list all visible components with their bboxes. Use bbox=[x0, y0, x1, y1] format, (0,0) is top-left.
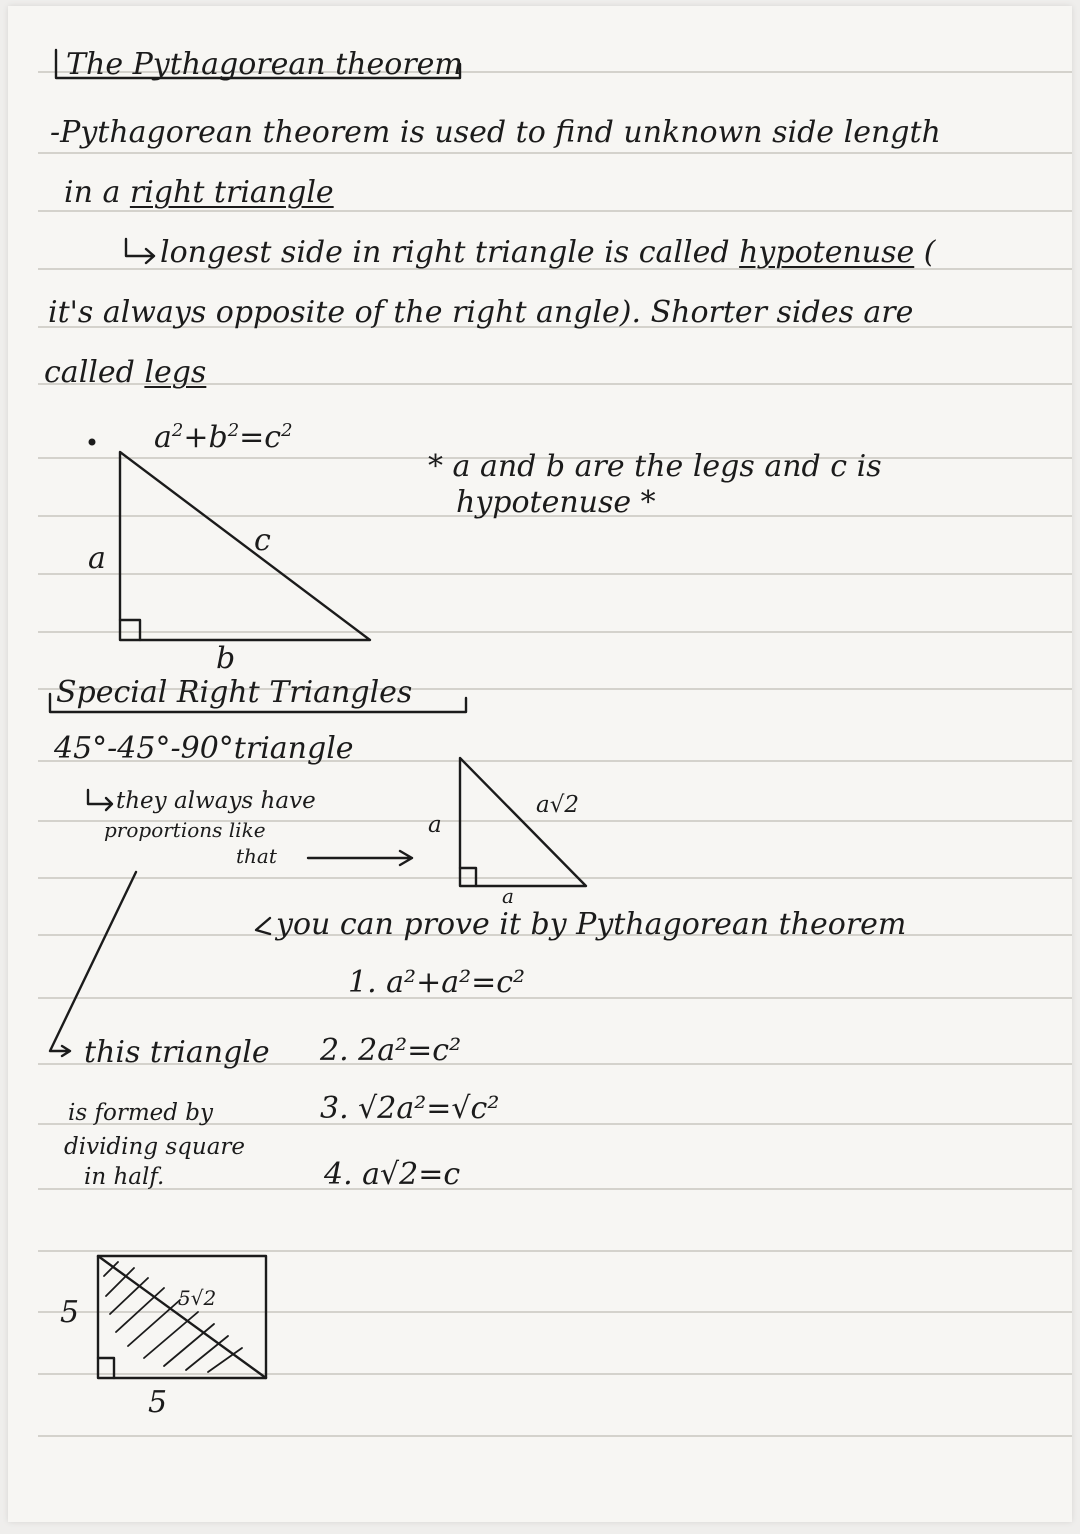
square-diagonal bbox=[98, 1256, 266, 1378]
formed-line-3: dividing square bbox=[64, 1134, 246, 1160]
legs-note-line-1: * a and b are the legs and c is bbox=[428, 449, 882, 484]
shading-hatch bbox=[104, 1262, 242, 1372]
hypotenuse-line-1 bbox=[160, 235, 936, 270]
side-label-c: c bbox=[254, 523, 271, 558]
special-subtitle: 45°-45°-90°triangle bbox=[54, 731, 354, 766]
proportion-line-2: proportions like bbox=[104, 818, 266, 842]
formula-a: a bbox=[154, 420, 172, 455]
bullet-dot bbox=[89, 439, 96, 446]
square-side-bottom: 5 bbox=[148, 1385, 168, 1420]
square-side-left: 5 bbox=[60, 1295, 80, 1330]
special-triangle bbox=[460, 758, 586, 886]
hypotenuse-line-3 bbox=[44, 355, 207, 390]
square-right-angle-mark bbox=[98, 1358, 114, 1378]
formula-exp-c: 2 bbox=[281, 420, 293, 441]
special-leg-left: a bbox=[428, 812, 442, 838]
proportion-line-1: they always have bbox=[116, 788, 316, 814]
prove-arrow-icon bbox=[256, 918, 270, 934]
hypotenuse-line-2: it's always opposite of the right angle). Shorter sides are bbox=[48, 295, 914, 330]
hook-arrow-icon-2 bbox=[88, 790, 112, 810]
formed-line-1: this triangle bbox=[84, 1035, 270, 1070]
section-title-pythagorean: The Pythagorean theorem bbox=[66, 47, 463, 82]
hyp-suffix: ( bbox=[914, 235, 936, 270]
special-leg-bottom: a bbox=[502, 884, 514, 908]
called-prefix: called bbox=[44, 355, 145, 390]
formula-b: +b bbox=[183, 420, 228, 455]
hypotenuse-term: hypotenuse bbox=[739, 235, 915, 270]
proof-step-3: 3. √2a²=√c² bbox=[320, 1091, 500, 1126]
side-label-b: b bbox=[216, 641, 236, 676]
side-label-a: a bbox=[88, 541, 106, 576]
legs-term: legs bbox=[144, 355, 207, 390]
square-diagonal-label: 5√2 bbox=[178, 1286, 217, 1310]
right-angle-mark bbox=[120, 620, 140, 640]
hook-arrow-icon bbox=[126, 239, 154, 263]
hyp-prefix: longest side in right triangle is called bbox=[160, 235, 740, 270]
intro-line-1: -Pythagorean theorem is used to find unknown side length bbox=[50, 115, 941, 150]
connector-line bbox=[50, 872, 136, 1056]
formula-exp-b: 2 bbox=[227, 420, 240, 441]
formula-c: =c bbox=[239, 420, 282, 455]
formula-exp-a: 2 bbox=[171, 420, 184, 441]
pythagorean-formula bbox=[154, 422, 293, 453]
notebook-page bbox=[8, 6, 1072, 1522]
formed-line-4: in half. bbox=[84, 1164, 165, 1190]
proof-step-2: 2. 2a²=c² bbox=[320, 1033, 462, 1068]
special-hypotenuse: a√2 bbox=[536, 792, 580, 818]
proportion-line-3: that bbox=[236, 844, 277, 868]
pointer-arrow-icon bbox=[308, 851, 412, 865]
prove-text: you can prove it by Pythagorean theorem bbox=[276, 907, 907, 942]
special-right-angle-mark bbox=[460, 868, 476, 886]
section-title-special: Special Right Triangles bbox=[56, 675, 413, 710]
formed-line-2: is formed by bbox=[68, 1100, 213, 1126]
intro-line-2 bbox=[64, 175, 334, 210]
right-triangle bbox=[120, 452, 370, 640]
intro-prefix: in a bbox=[64, 175, 130, 210]
proof-step-4: 4. a√2=c bbox=[324, 1157, 461, 1192]
right-triangle-term: right triangle bbox=[129, 175, 334, 210]
proof-step-1: 1. a²+a²=c² bbox=[348, 965, 526, 1000]
legs-note-line-2: hypotenuse * bbox=[456, 485, 656, 520]
